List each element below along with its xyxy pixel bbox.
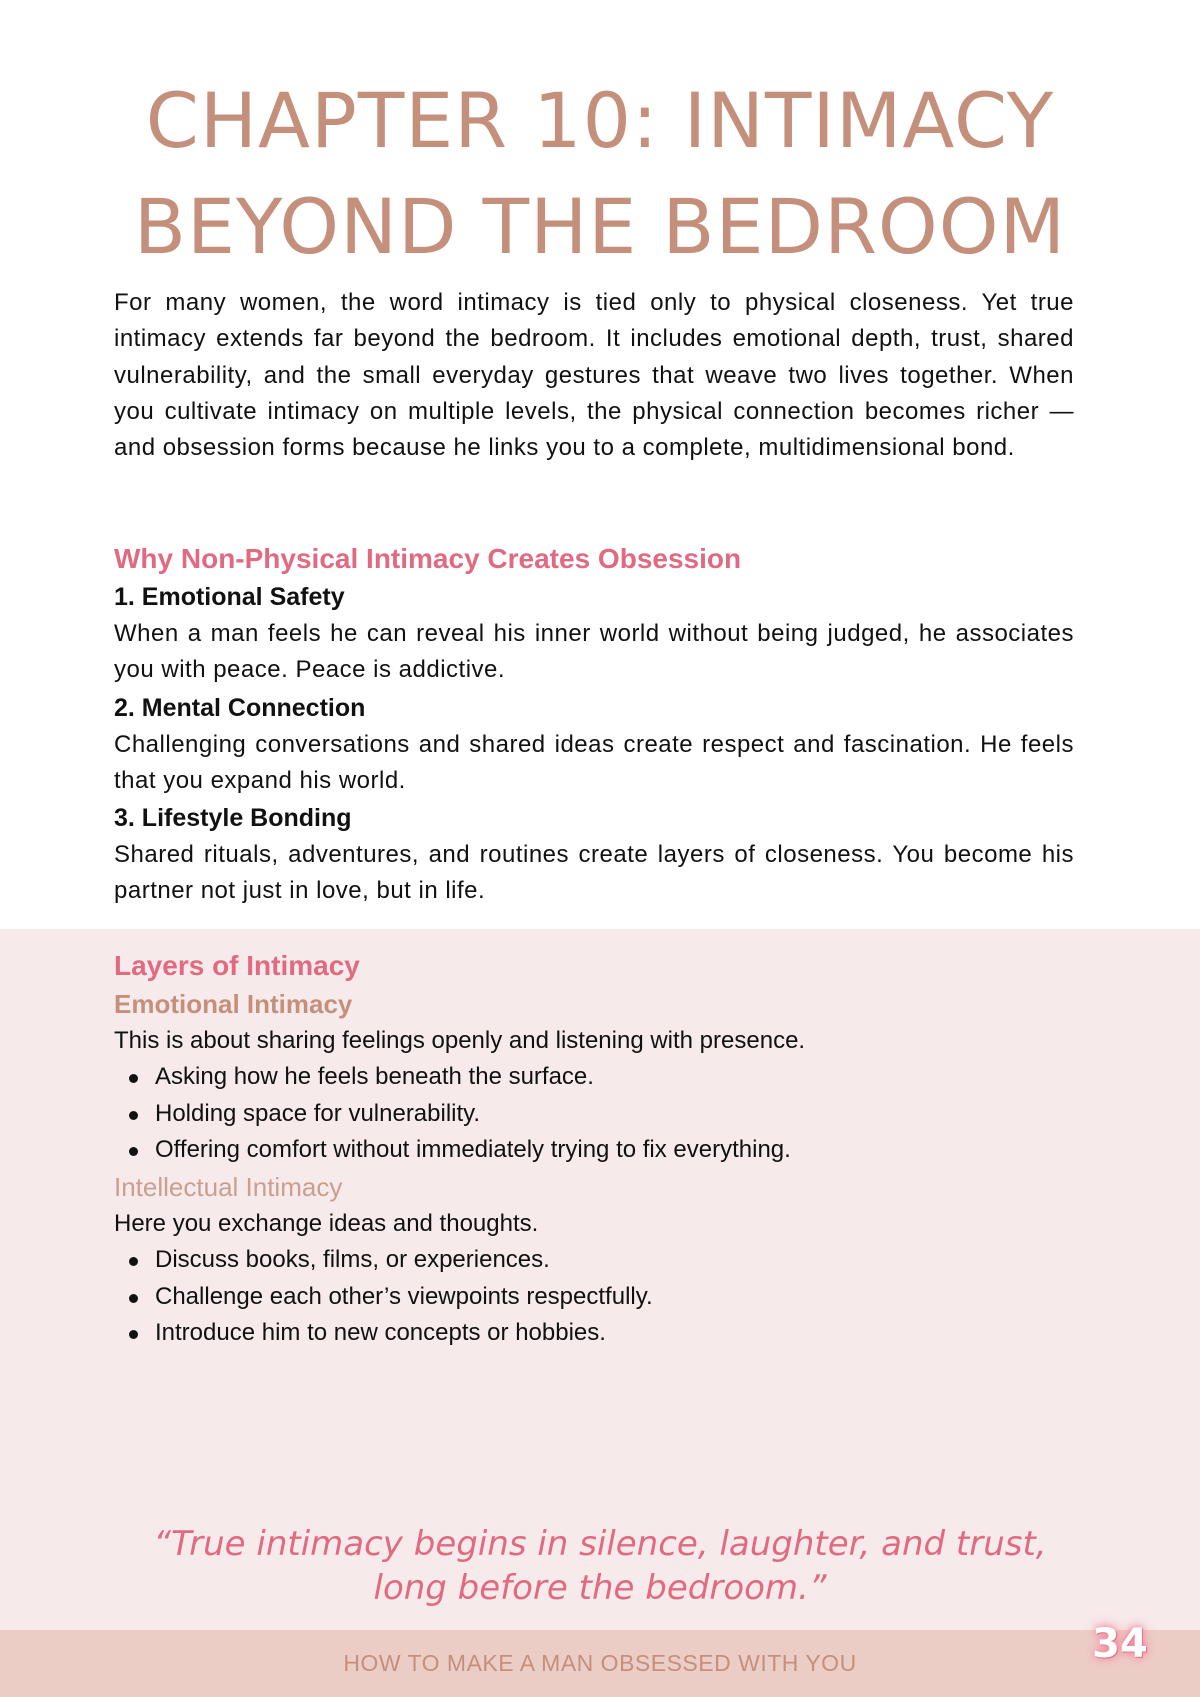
- list-item: Asking how he feels beneath the surface.: [155, 1059, 1074, 1095]
- layers-section-heading: Layers of Intimacy: [114, 950, 360, 981]
- why-item-title: 3. Lifestyle Bonding: [114, 804, 352, 833]
- list-item: Challenge each other’s viewpoints respectfully.: [155, 1279, 1074, 1315]
- emotional-intimacy-list: [114, 1059, 1074, 1168]
- footer-book-title: HOW TO MAKE A MAN OBSESSED WITH YOU: [343, 1650, 857, 1676]
- why-item-title: 1. Emotional Safety: [114, 583, 345, 611]
- emotional-intimacy-heading: Emotional Intimacy: [114, 989, 353, 1019]
- pull-quote-line-1: “True intimacy begins in silence, laughter, and trust,: [153, 1524, 1047, 1564]
- list-item: Holding space for vulnerability.: [155, 1096, 1074, 1132]
- chapter-title: [0, 68, 1200, 280]
- why-item-body: Shared rituals, adventures, and routines create layers of closeness. You become his partner not just in love, but in life.: [114, 841, 1074, 905]
- pull-quote: [0, 1522, 1200, 1610]
- why-section: [114, 540, 1074, 910]
- layers-section: [114, 947, 1074, 1351]
- why-item-title: 2. Mental Connection: [114, 693, 366, 722]
- list-item: Introduce him to new concepts or hobbies.: [155, 1315, 1074, 1351]
- list-item: Offering comfort without immediately trying to fix everything.: [155, 1132, 1074, 1168]
- why-section-heading: Why Non-Physical Intimacy Creates Obsession: [114, 543, 742, 574]
- intro-paragraph: For many women, the word intimacy is tied only to physical closeness. Yet true intimacy extends far beyond the bedroom. It includes emotional depth, trust, shared vulnerability, and the small everyday gestures that weave two lives together. When you cultivate intimacy on multiple levels, the physical connection becomes richer — and obsession forms because he links you to a complete, multidimensional bond.: [114, 289, 1074, 462]
- page-number: 34: [1092, 1621, 1148, 1667]
- intellectual-intimacy-list: [114, 1242, 1074, 1351]
- page-footer: [0, 1630, 1200, 1697]
- pull-quote-line-2: long before the bedroom.”: [373, 1568, 827, 1608]
- intellectual-intimacy-heading: Intellectual Intimacy: [114, 1172, 343, 1203]
- emotional-intimacy-intro: This is about sharing feelings openly and listening with presence.: [114, 1027, 806, 1054]
- intellectual-intimacy-intro: Here you exchange ideas and thoughts.: [114, 1210, 539, 1238]
- why-item-body: Challenging conversations and shared ideas create respect and fascination. He feels that you expand his world.: [114, 730, 1074, 794]
- list-item: Discuss books, films, or experiences.: [155, 1242, 1074, 1278]
- chapter-title-line-1: CHAPTER 10: INTIMACY: [145, 76, 1055, 165]
- why-item-body: When a man feels he can reveal his inner world without being judged, he associates you with peace. Peace is addictive.: [114, 620, 1074, 684]
- chapter-title-line-2: BEYOND THE BEDROOM: [133, 182, 1067, 271]
